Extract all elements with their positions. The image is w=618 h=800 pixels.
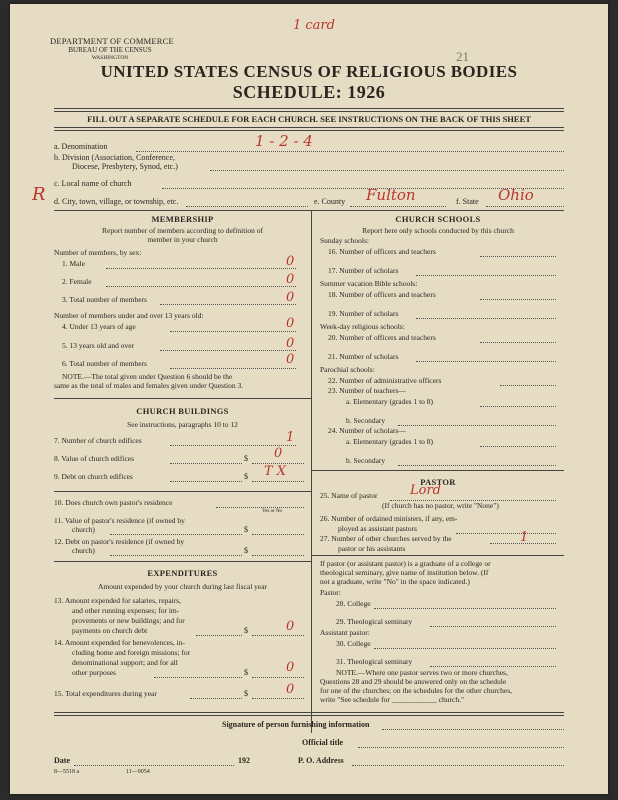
pastor-subgroup: Assistant pastor: [320,628,370,637]
fill-line [416,275,556,276]
answer-9: T X [264,464,287,479]
footer-rule [54,712,564,716]
field-label: Diocese, Presbytery, Synod, etc.) [72,162,178,171]
schools-item-24b: b. Secondary [346,456,386,465]
schools-item-24a: a. Elementary (grades 1 to 8) [346,437,434,446]
membership-item-2: 2. Female [62,277,92,286]
membership-group-label: Number of members under and over 13 years old: [54,311,204,320]
fill-line [252,555,304,556]
yes-or-no-hint: Yes or No [262,509,283,514]
buildings-subheading: See instructions, paragraphs 10 to 12 [127,420,238,429]
pastor-item-30: 30. College [336,639,371,648]
answer-5: 0 [286,336,295,351]
expenditures-item-13-cont: provements or new buildings; and for [72,616,185,625]
membership-group-label: Number of members, by sex: [54,248,142,257]
answer-8: 0 [274,446,283,461]
po-address-label: P. O. Address [298,756,344,765]
membership-item-1: 1. Male [62,259,85,268]
pastor-item-25-hint: (If church has no pastor, write "None") [382,501,499,510]
answer-1: 0 [286,254,295,269]
fill-line [170,463,242,464]
schools-group-label: Summer vacation Bible schools: [320,279,418,288]
fill-line [350,206,446,207]
dollar-sign: $ [244,472,248,481]
schools-item-20: 20. Number of officers and teachers [328,333,436,342]
official-title-label: Official title [302,738,344,747]
answer-7: 1 [286,430,295,445]
buildings-item-7: 7. Number of church edifices [54,436,142,445]
form-number: 21 [456,49,469,64]
membership-note: NOTE.—The total given under Question 6 should be the [62,372,233,381]
schools-item-16: 16. Number of officers and teachers [328,247,436,256]
section-rule [54,398,311,399]
fill-line [252,481,304,482]
fill-line [216,507,304,508]
buildings-item-10: 10. Does church own pastor's residence [54,498,173,507]
fill-line [416,361,556,362]
handwritten-card-note: 1 card [293,18,335,33]
fill-line [480,299,556,300]
header-rule [54,127,564,131]
form-schedule-title: SCHEDULE: 1926 [232,82,386,102]
schools-group-label: Sunday schools: [320,236,369,245]
fill-line [416,318,556,319]
print-code: 11—9054 [126,769,150,775]
pastor-item-26: 26. Number of ordained ministers, if any, em- [320,514,458,523]
fill-line [480,342,556,343]
census-form [10,4,608,794]
membership-item-3: 3. Total number of members [62,295,147,304]
pastor-item-29: 29. Theological seminary [336,617,413,626]
schools-heading: CHURCH SCHOOLS [395,214,481,224]
pastor-note: Questions 28 and 29 should be answered only on the schedule [320,677,507,686]
dollar-sign: $ [244,668,248,677]
fill-line [486,206,564,207]
date-label: Date [54,756,70,765]
county-value: Fulton [366,186,416,204]
schools-item-23: 23. Number of teachers— [328,386,406,395]
schools-item-22: 22. Number of administrative officers [328,376,442,385]
schools-item-17: 17. Number of scholars [328,266,399,275]
expenditures-item-13: 13. Amount expended for salaries, repairs, [54,596,182,605]
expenditures-subheading: Amount expended by your church during last fiscal year [97,582,268,591]
fill-line [136,151,564,152]
field-label: d. City, town, village, or township, etc. [54,197,179,206]
fill-line [358,747,564,748]
buildings-item-9: 9. Debt on church edifices [54,472,133,481]
answer-15: 0 [286,682,295,697]
bureau-location: WASHINGTON [91,55,129,61]
answer-27: 1 [520,530,529,545]
fill-line [110,555,242,556]
pastor-graduate-instruction: theological seminary, give name of institution below. (If [320,568,489,577]
fill-line [186,206,308,207]
field-label: c. Local name of church [54,179,132,188]
fill-line [374,648,556,649]
fill-line [252,534,304,535]
fill-line [456,533,556,534]
expenditures-item-15: 15. Total expenditures during year [54,689,157,698]
fill-line [74,765,234,766]
fill-line [352,765,564,766]
schools-item-21: 21. Number of scholars [328,352,399,361]
fill-line [106,268,296,269]
fill-line [110,534,242,535]
pastor-graduate-instruction: If pastor (or assistant pastor) is a graduate of a college or [320,559,491,568]
fill-line [500,385,556,386]
expenditures-item-14-cont: denominational support; and for all [72,658,178,667]
section-rule [311,555,564,556]
expenditures-item-14: 14. Amount expended for benevolences, in- [54,638,186,647]
membership-item-6: 6. Total number of members [62,359,147,368]
answer-4: 0 [286,316,295,331]
pastor-item-27: 27. Number of other churches served by the [320,534,452,543]
fill-line [160,304,296,305]
fill-line [480,406,556,407]
schools-group-label: Parochial schools: [320,365,375,374]
pastor-note: for one of the churches; on the schedules for the other churches, [320,686,513,695]
buildings-item-8: 8. Value of church edifices [54,454,135,463]
field-label: e. County [314,197,346,206]
fill-line [210,170,564,171]
field-label: f. State [456,197,479,206]
dollar-sign: $ [244,546,248,555]
membership-note: same as the total of males and females given under Question 3. [54,381,244,390]
bureau-name: BUREAU OF THE CENSUS [68,46,152,54]
answer-14: 0 [286,660,295,675]
margin-mark: R [32,184,46,205]
fill-line [190,698,242,699]
schools-group-label: Week-day religious schools: [320,322,405,331]
fill-line [154,677,242,678]
dollar-sign: $ [244,689,248,698]
fill-line [170,368,296,369]
field-label: a. Denomination [54,142,108,151]
pastor-subgroup: Pastor: [320,588,341,597]
answer-3: 0 [286,290,295,305]
answer-6: 0 [286,352,295,367]
pastor-item-27-cont: pastor or his assistants [338,544,406,553]
fill-line [196,635,242,636]
fill-line [106,286,296,287]
expenditures-item-13-cont: and other running expenses; for im- [72,606,180,615]
denomination-value: 1 - 2 - 4 [255,132,313,150]
fill-line [170,331,296,332]
fill-line [252,677,304,678]
dollar-sign: $ [244,525,248,534]
column-divider [311,210,312,733]
schools-item-23b: b. Secondary [346,416,386,425]
fill-line [430,666,556,667]
pastor-heading: PASTOR [420,477,456,487]
expenditures-item-13-cont: payments on church debt [72,626,148,635]
dollar-sign: $ [244,454,248,463]
schools-item-24: 24. Number of scholars— [328,426,406,435]
expenditures-heading: EXPENDITURES [147,568,218,578]
pastor-graduate-instruction: not a graduate, write "No" in the space indicated.) [320,577,470,586]
answer-2: 0 [286,272,295,287]
year-label: 192 [238,756,250,765]
form-code: 8—5518 a [54,769,80,775]
instructions-banner: FILL OUT A SEPARATE SCHEDULE FOR EACH CHURCH. SEE INSTRUCTIONS ON THE BACK OF THIS SHEET [87,114,531,124]
pastor-item-28: 28. College [336,599,371,608]
buildings-item-12-cont: church) [72,546,95,555]
section-rule [54,491,311,492]
fill-line [252,635,304,636]
fill-line [160,350,296,351]
fill-line [374,608,556,609]
section-rule [311,470,564,471]
schools-subheading: Report here only schools conducted by this church [362,226,514,235]
fill-line [382,729,564,730]
signature-label: Signature of person furnishing information [222,720,370,729]
answer-13: 0 [286,619,295,634]
membership-item-4: 4. Under 13 years of age [62,322,136,331]
fill-line [480,256,556,257]
buildings-heading: CHURCH BUILDINGS [136,406,229,416]
expenditures-item-14-cont: other purposes [72,668,116,677]
schools-item-19: 19. Number of scholars [328,309,399,318]
dollar-sign: $ [244,626,248,635]
membership-subheading: member in your church [147,235,218,244]
pastor-item-25: 25. Name of pastor [320,491,378,500]
fill-line [252,698,304,699]
form-title: UNITED STATES CENSUS OF RELIGIOUS BODIES [100,62,518,81]
fill-line [398,465,556,466]
membership-subheading: Report number of members according to definition of [102,226,263,235]
pastor-item-26-cont: ployed as assistant pastors [338,524,417,533]
fill-line [430,626,556,627]
pastor-item-31: 31. Theological seminary [336,657,413,666]
membership-item-5: 5. 13 years old and over [62,341,135,350]
department-name: DEPARTMENT OF COMMERCE [50,36,174,46]
answer-25: Lord [410,483,441,498]
fill-line [170,481,242,482]
buildings-item-11-cont: church) [72,525,95,534]
buildings-item-12: 12. Debt on pastor's residence (if owned by [54,537,185,546]
pastor-note: write "See schedule for ____________ church." [320,695,465,704]
section-rule [54,561,311,562]
field-label: b. Division (Association, Conference, [54,153,175,162]
schools-item-18: 18. Number of officers and teachers [328,290,436,299]
fill-line [398,425,556,426]
fill-line [480,446,556,447]
state-value: Ohio [498,186,534,204]
membership-heading: MEMBERSHIP [151,214,214,224]
header-rule [54,108,564,112]
schools-item-23a: a. Elementary (grades 1 to 8) [346,397,434,406]
section-rule [54,210,564,211]
pastor-note: NOTE.—Where one pastor serves two or more churches, [336,668,508,677]
expenditures-item-14-cont: cluding home and foreign missions; for [72,648,191,657]
buildings-item-11: 11. Value of pastor's residence (if owned by [54,516,185,525]
